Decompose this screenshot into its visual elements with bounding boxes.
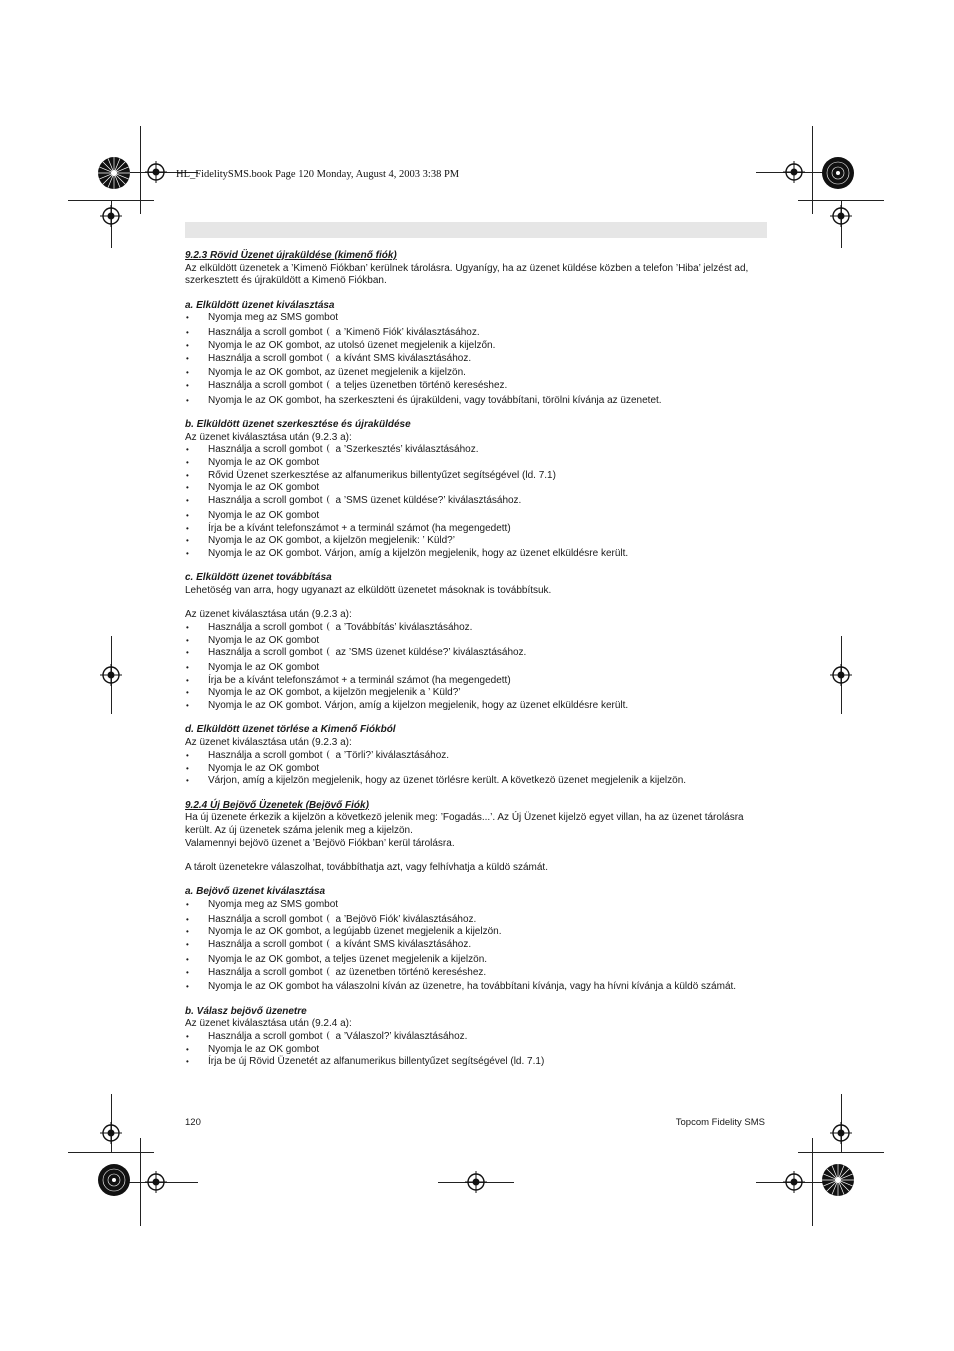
list-item xyxy=(185,495,767,508)
list-item-text: a ’Szerkesztés’ kiválasztásához. xyxy=(335,444,479,456)
subsection-title: a. Elküldött üzenet kiválasztása xyxy=(185,299,335,311)
list-item xyxy=(185,367,767,380)
list-item-text: a teljes üzenetben történö kereséshez. xyxy=(335,379,508,391)
list-item xyxy=(185,523,767,536)
list-item-text: a ’Válaszol?’ kiválasztásához. xyxy=(335,1030,468,1042)
list-item xyxy=(185,662,767,675)
bullet-list xyxy=(185,899,767,994)
list-item-text: Írja be a kívánt telefonszámot + a terminál számot (ha megengedett) xyxy=(208,674,511,686)
list-item-text: Nyomja le az OK gombot, a legújabb üzenet megjelenik a kijelzön. xyxy=(208,926,502,938)
crosshair-circle-icon xyxy=(830,1122,852,1144)
section-intro: Az elküldött üzenetek a ’Kimenö Fiókban’ kerülnek tárolásra. Ugyanígy, ha az üzenet küldése közben a telefon ’Hiba’ jelzést ad, szerkesztett és újraküldött a Kimenö Fiókban. xyxy=(185,262,749,287)
list-item-text: a kívánt SMS kiválasztásához. xyxy=(335,352,472,364)
section-title-9-2-4: 9.2.4 Új Bejövő Üzenetek (Bejövő Fiók) xyxy=(185,799,369,811)
scroll-button-icon xyxy=(327,495,333,504)
list-item-text: Nyomja le az OK gombot, az utolsó üzenet megjelenik a kijelzőn. xyxy=(208,339,496,351)
list-item-text: a ’Továbbítás’ kiválasztásához. xyxy=(335,621,473,633)
bullet-list xyxy=(185,1031,767,1069)
section-intro: A tárolt üzenetekre válaszolhat, továbbíthatja azt, vagy felhívhatja a küldö számát. xyxy=(185,861,548,873)
list-item-text: Használja a scroll gombot xyxy=(208,327,323,339)
scroll-button-icon xyxy=(327,939,333,948)
list-item-text: Használja a scroll gombot xyxy=(208,444,323,456)
list-item-text: Használja a scroll gombot xyxy=(208,352,323,364)
list-item xyxy=(185,700,767,713)
crosshair-circle-icon xyxy=(783,1171,805,1193)
subsection-title: c. Elküldött üzenet továbbítása xyxy=(185,572,332,584)
list-item-text: az üzenetben történö kereséshez. xyxy=(335,966,487,978)
list-item-text: Használja a scroll gombot xyxy=(208,621,323,633)
list-item xyxy=(185,535,767,548)
list-item xyxy=(185,750,767,763)
list-item xyxy=(185,340,767,353)
section-intro: Ha új üzenete érkezik a kijelzön a következö jelenik meg: ’Fogadás...’. Az Új Üzenet kijelzö egyet villan, ha az üzenet tárolásra került. Az új üzenetek száma jelenik meg a kijelzön. xyxy=(185,812,744,836)
list-item-text: a ’SMS üzenet küldése?’ kiválasztásához. xyxy=(335,495,522,507)
product-name: Topcom Fidelity SMS xyxy=(675,1117,765,1128)
list-item-text: Nyomja le az OK gombot xyxy=(208,634,320,646)
scroll-button-icon xyxy=(327,914,333,923)
list-item-text: Rővid Üzenet szerkesztése az alfanumerikus billentyűzet segítségével (ld. 7.1) xyxy=(208,469,556,481)
list-item-text: a ’Törli?’ kiválasztásához. xyxy=(335,749,450,761)
page-number: 120 xyxy=(185,1117,201,1128)
crosshair-circle-icon xyxy=(100,664,122,686)
subsection-intro: Lehetöség van arra, hogy ugyanazt az elküldött üzenetet másoknak is továbbítsuk. xyxy=(185,584,552,596)
subsection-title: b. Válasz bejövő üzenetre xyxy=(185,1005,307,1017)
list-item xyxy=(185,444,767,457)
list-item-text: Használja a scroll gombot xyxy=(208,749,323,761)
list-item-text: Nyomja le az OK gombot xyxy=(208,457,320,469)
crosshair-circle-icon xyxy=(145,1171,167,1193)
starburst-dial-icon xyxy=(97,1163,131,1197)
starburst-dial-icon xyxy=(821,156,855,190)
scroll-button-icon xyxy=(327,1031,333,1040)
starburst-dial-icon xyxy=(97,156,131,190)
page-content xyxy=(185,250,767,1069)
bullet-list xyxy=(185,622,767,713)
list-item-text: Nyomja le az OK gombot, a kijelzön megjelenik: ’ Küld?’ xyxy=(208,535,455,547)
list-item-text: a kívánt SMS kiválasztásához. xyxy=(335,939,472,951)
list-item xyxy=(185,380,767,393)
list-item-text: Nyomja meg az SMS gombot xyxy=(208,898,339,910)
list-item xyxy=(185,1056,767,1069)
file-info-header: HL_FidelitySMS.book Page 120 Monday, August 4, 2003 3:38 PM xyxy=(176,169,460,180)
crosshair-circle-icon xyxy=(830,205,852,227)
list-item-text: Nyomja meg az SMS gombot xyxy=(208,312,339,324)
list-item xyxy=(185,647,767,660)
list-item xyxy=(185,763,767,776)
crosshair-circle-icon xyxy=(100,205,122,227)
list-item xyxy=(185,470,767,483)
list-item-text: Használja a scroll gombot xyxy=(208,495,323,507)
header-band xyxy=(185,222,767,238)
crosshair-circle-icon xyxy=(783,161,805,183)
list-item-text: Nyomja le az OK gombot, ha szerkeszteni és újraküldeni, vagy továbbítani, törölni kívánja az üzenetet. xyxy=(208,394,662,406)
list-item xyxy=(185,1044,767,1057)
bullet-list xyxy=(185,750,767,788)
list-item xyxy=(185,622,767,635)
list-item-text: Használja a scroll gombot xyxy=(208,1030,323,1042)
list-item xyxy=(185,312,767,325)
scroll-button-icon xyxy=(327,380,333,389)
list-item xyxy=(185,1031,767,1044)
list-item-text: Használja a scroll gombot xyxy=(208,647,323,659)
starburst-dial-icon xyxy=(821,1163,855,1197)
section-intro: Valamennyi bejövö üzenet a ’Bejövö Fiókban’ kerül tárolásra. xyxy=(185,837,455,849)
list-item xyxy=(185,510,767,523)
list-item-text: a ’Bejövö Fiók’ kiválasztásához. xyxy=(335,913,477,925)
scroll-button-icon xyxy=(327,622,333,631)
list-item-text: Nyomja le az OK gombot. Várjon, amíg a kijelzön megjelenik, hogy az üzenet elküldésre került. xyxy=(208,547,629,559)
crop-line xyxy=(798,1152,884,1153)
scroll-button-icon xyxy=(327,327,333,336)
crop-line xyxy=(68,1152,154,1153)
subsection-intro: Az üzenet kiválasztása után (9.2.3 a): xyxy=(185,609,352,621)
list-item xyxy=(185,981,767,994)
list-item xyxy=(185,327,767,340)
list-item-text: Nyomja le az OK gombot xyxy=(208,762,320,774)
list-item xyxy=(185,967,767,980)
list-item-text: Nyomja le az OK gombot ha válaszolni kíván az üzenetre, ha továbbítani kívánja, vagy ha hívni kívánja a küldö számát. xyxy=(208,981,737,993)
bullet-list xyxy=(185,444,767,560)
list-item-text: Írja be a kívánt telefonszámot + a terminál számot (ha megengedett) xyxy=(208,522,511,534)
list-item-text: Nyomja le az OK gombot, a kijelzön megjelenik a ’ Küld?’ xyxy=(208,687,461,699)
list-item-text: Nyomja le az OK gombot. Várjon, amíg a kijelzon megjelenik, hogy az üzenet elküldésre került. xyxy=(208,700,629,712)
list-item-text: Nyomja le az OK gombot xyxy=(208,1043,320,1055)
list-item-text: Nyomja le az OK gombot xyxy=(208,482,320,494)
list-item-text: Használja a scroll gombot xyxy=(208,966,323,978)
list-item-text: az ’SMS üzenet küldése?’ kiválasztásához. xyxy=(335,647,527,659)
list-item xyxy=(185,482,767,495)
list-item-text: Használja a scroll gombot xyxy=(208,913,323,925)
list-item-text: a ’Kimenö Fiók’ kiválasztásához. xyxy=(335,327,480,339)
list-item xyxy=(185,635,767,648)
list-item xyxy=(185,954,767,967)
subsection-intro: Az üzenet kiválasztása után (9.2.4 a): xyxy=(185,1018,352,1030)
scroll-button-icon xyxy=(327,444,333,453)
list-item-text: Nyomja le az OK gombot, az üzenet megjelenik a kijelzön. xyxy=(208,367,466,379)
scroll-button-icon xyxy=(327,967,333,976)
list-item-text: Használja a scroll gombot xyxy=(208,939,323,951)
subsection-title: d. Elküldött üzenet törlése a Kimenő Fiókból xyxy=(185,724,396,736)
list-item-text: Nyomja le az OK gombot xyxy=(208,662,320,674)
list-item xyxy=(185,775,767,788)
crosshair-circle-icon xyxy=(465,1171,487,1193)
list-item xyxy=(185,353,767,366)
list-item-text: Nyomja le az OK gombot, a teljes üzenet megjelenik a kijelzön. xyxy=(208,953,488,965)
subsection-intro: Az üzenet kiválasztása után (9.2.3 a): xyxy=(185,431,352,443)
section-title-9-2-3: 9.2.3 Rövid Üzenet újraküldése (kimenő fiók) xyxy=(185,250,397,261)
list-item-text: Használja a scroll gombot xyxy=(208,379,323,391)
list-item xyxy=(185,457,767,470)
crosshair-circle-icon xyxy=(830,664,852,686)
list-item xyxy=(185,687,767,700)
list-item-text: Írja be új Rövid Üzenetét az alfanumerikus billentyűzet segítségével (ld. 7.1) xyxy=(208,1056,545,1068)
crosshair-circle-icon xyxy=(145,161,167,183)
list-item xyxy=(185,675,767,688)
bullet-list xyxy=(185,312,767,407)
scroll-button-icon xyxy=(327,353,333,362)
subsection-title: b. Elküldött üzenet szerkesztése és újraküldése xyxy=(185,418,411,430)
list-item-text: Várjon, amíg a kijelzön megjelenik, hogy az üzenet törlésre került. A következö üzenet megjelenik a kijelzön. xyxy=(208,775,687,787)
list-item xyxy=(185,548,767,561)
crosshair-circle-icon xyxy=(100,1122,122,1144)
list-item xyxy=(185,926,767,939)
subsection-intro: Az üzenet kiválasztása után (9.2.3 a): xyxy=(185,737,352,749)
scroll-button-icon xyxy=(327,647,333,656)
list-item xyxy=(185,939,767,952)
list-item xyxy=(185,914,767,927)
list-item xyxy=(185,899,767,912)
list-item xyxy=(185,395,767,408)
subsection-title: a. Bejövő üzenet kiválasztása xyxy=(185,886,326,898)
scroll-button-icon xyxy=(327,750,333,759)
list-item-text: Nyomja le az OK gombot xyxy=(208,509,320,521)
